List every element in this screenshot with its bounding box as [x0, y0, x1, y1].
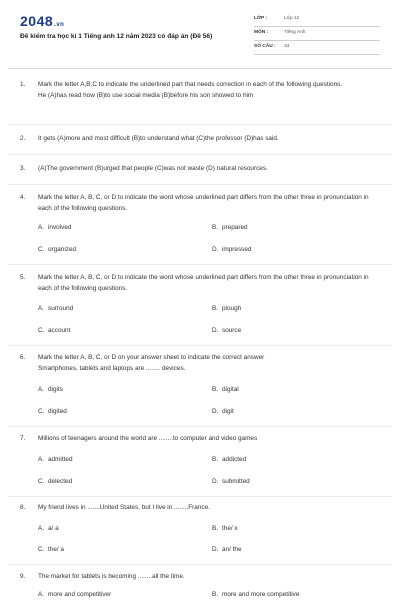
- option-text: more and more competitive: [222, 591, 300, 598]
- option-d[interactable]: [212, 546, 242, 553]
- option-letter: A.: [38, 224, 45, 231]
- question-3: [20, 164, 380, 175]
- option-text: admitted: [48, 456, 73, 463]
- option-text: plough: [222, 305, 242, 312]
- question-9: [20, 572, 380, 583]
- option-text: digit: [222, 408, 234, 415]
- question-number: 6.: [20, 354, 26, 361]
- question-text: Mark the letter A, B, C, or D on your answer sheet to indicate the correct answer: [38, 354, 265, 361]
- option-letter: B.: [212, 305, 219, 312]
- option-c[interactable]: [38, 327, 70, 334]
- question-text: Mark the letter A, B, C, or D to indicate the word whose underlined part differs from the other three in pronunciation in each of the following questions.: [38, 274, 369, 292]
- option-a[interactable]: [38, 224, 71, 231]
- option-letter: A.: [38, 525, 45, 532]
- question-separator: [8, 496, 392, 497]
- question-number: 5.: [20, 274, 26, 281]
- question-text: My friend lives in .......United States, but I live in ........France.: [38, 504, 210, 511]
- option-text: addicted: [222, 456, 247, 463]
- option-c[interactable]: [38, 478, 72, 485]
- option-text: the/ x: [222, 525, 238, 532]
- option-letter: B.: [212, 386, 219, 393]
- option-text: digits: [48, 386, 63, 393]
- question-separator: [8, 264, 392, 265]
- question-8: [20, 503, 380, 514]
- option-b[interactable]: [212, 591, 299, 598]
- option-letter: A.: [38, 456, 45, 463]
- question-text: Mark the letter A,B,C to indicate the underlined part that needs correction in each of the following questions.: [38, 81, 343, 88]
- option-b[interactable]: [212, 305, 241, 312]
- option-text: the/ a: [48, 546, 64, 553]
- question-number: 1.: [20, 81, 26, 88]
- option-c[interactable]: [38, 246, 76, 253]
- site-logo[interactable]: [20, 13, 64, 29]
- option-text: organized: [48, 246, 77, 253]
- option-a[interactable]: [38, 591, 111, 598]
- question-text: Millions of teenagers around the world are ........to computer and video games: [38, 435, 258, 442]
- option-d[interactable]: [212, 478, 250, 485]
- option-letter: C.: [38, 408, 45, 415]
- question-number: 8.: [20, 504, 26, 511]
- question-6: [20, 353, 380, 374]
- option-letter: B.: [212, 591, 219, 598]
- question-text: The market for tablets is becoming ........all the time.: [38, 573, 185, 580]
- option-letter: D.: [212, 478, 219, 485]
- option-a[interactable]: [38, 525, 59, 532]
- option-text: impressed: [222, 246, 252, 253]
- meta-subject-key: MÔN :: [254, 30, 269, 35]
- option-letter: D.: [212, 246, 219, 253]
- logo-suffix: .vn: [54, 22, 65, 28]
- option-text: prepared: [222, 224, 248, 231]
- question-sentence: He (A)has read how (B)to use social media (B)before his son showed to him: [38, 91, 254, 99]
- meta-count-value: 34: [284, 44, 290, 49]
- option-text: an/ the: [222, 546, 242, 553]
- option-letter: D.: [212, 327, 219, 334]
- option-letter: B.: [212, 525, 219, 532]
- option-text: more and competitiver: [48, 591, 112, 598]
- meta-class-value: Lớp 12: [284, 16, 300, 21]
- question-text: It gets (A)more and most difficult (B)to understand what (C)the professor (D)has said.: [38, 135, 279, 142]
- option-d[interactable]: [212, 246, 251, 253]
- question-number: 9.: [20, 573, 26, 580]
- option-text: a/ a: [48, 525, 59, 532]
- meta-subject-value: Tiếng Anh: [284, 30, 306, 35]
- option-letter: D.: [212, 546, 219, 553]
- option-a[interactable]: [38, 386, 63, 393]
- option-letter: C.: [38, 478, 45, 485]
- option-text: digited: [48, 408, 67, 415]
- meta-class-key: LỚP :: [254, 16, 268, 21]
- option-letter: C.: [38, 546, 45, 553]
- option-c[interactable]: [38, 408, 67, 415]
- page-title: Đề kiểm tra học kì 1 Tiếng anh 12 năm 2023 có đáp án (Đề 56): [20, 33, 213, 40]
- option-letter: D.: [212, 408, 219, 415]
- option-b[interactable]: [212, 456, 246, 463]
- option-letter: C.: [38, 246, 45, 253]
- option-letter: A.: [38, 591, 45, 598]
- question-number: 2.: [20, 135, 26, 142]
- option-text: delected: [48, 478, 73, 485]
- option-c[interactable]: [38, 546, 64, 553]
- question-text: (A)The government (B)urged that people (C)was not waste (D) natural resources.: [38, 165, 268, 172]
- question-2: [20, 134, 380, 145]
- option-text: source: [222, 327, 242, 334]
- meta-count: [254, 42, 380, 55]
- question-4: [20, 193, 380, 214]
- option-letter: B.: [212, 456, 219, 463]
- question-number: 7.: [20, 435, 26, 442]
- question-1: [20, 80, 380, 101]
- option-text: digital: [222, 386, 239, 393]
- option-letter: C.: [38, 327, 45, 334]
- option-text: surround: [48, 305, 74, 312]
- question-number: 3.: [20, 165, 26, 172]
- meta-count-key: SỐ CÂU :: [254, 44, 276, 49]
- option-b[interactable]: [212, 386, 239, 393]
- logo-text: 2048: [20, 13, 54, 29]
- question-7: [20, 434, 380, 445]
- meta-class: [254, 14, 380, 27]
- meta-subject: [254, 28, 380, 41]
- option-text: account: [48, 327, 71, 334]
- question-number: 4.: [20, 194, 26, 201]
- question-separator: [8, 345, 392, 346]
- question-separator: [8, 426, 392, 427]
- option-letter: B.: [212, 224, 219, 231]
- page-header: [0, 0, 400, 68]
- option-d[interactable]: [212, 408, 234, 415]
- question-text: Mark the letter A, B, C, or D to indicate the word whose underlined part differs from the other three in pronunciation in each of the following questions.: [38, 194, 369, 212]
- question-sentence: Smartphones, tablets and laptops are ........ devices.: [38, 364, 186, 372]
- question-separator: [8, 124, 392, 125]
- header-divider: [8, 68, 392, 69]
- question-separator: [8, 154, 392, 155]
- question-separator: [8, 564, 392, 565]
- option-b[interactable]: [212, 525, 238, 532]
- option-a[interactable]: [38, 305, 73, 312]
- option-b[interactable]: [212, 224, 248, 231]
- option-text: involved: [48, 224, 72, 231]
- option-d[interactable]: [212, 327, 241, 334]
- option-letter: A.: [38, 305, 45, 312]
- option-a[interactable]: [38, 456, 73, 463]
- question-separator: [8, 184, 392, 185]
- option-letter: A.: [38, 386, 45, 393]
- question-5: [20, 273, 380, 294]
- option-text: submitted: [222, 478, 250, 485]
